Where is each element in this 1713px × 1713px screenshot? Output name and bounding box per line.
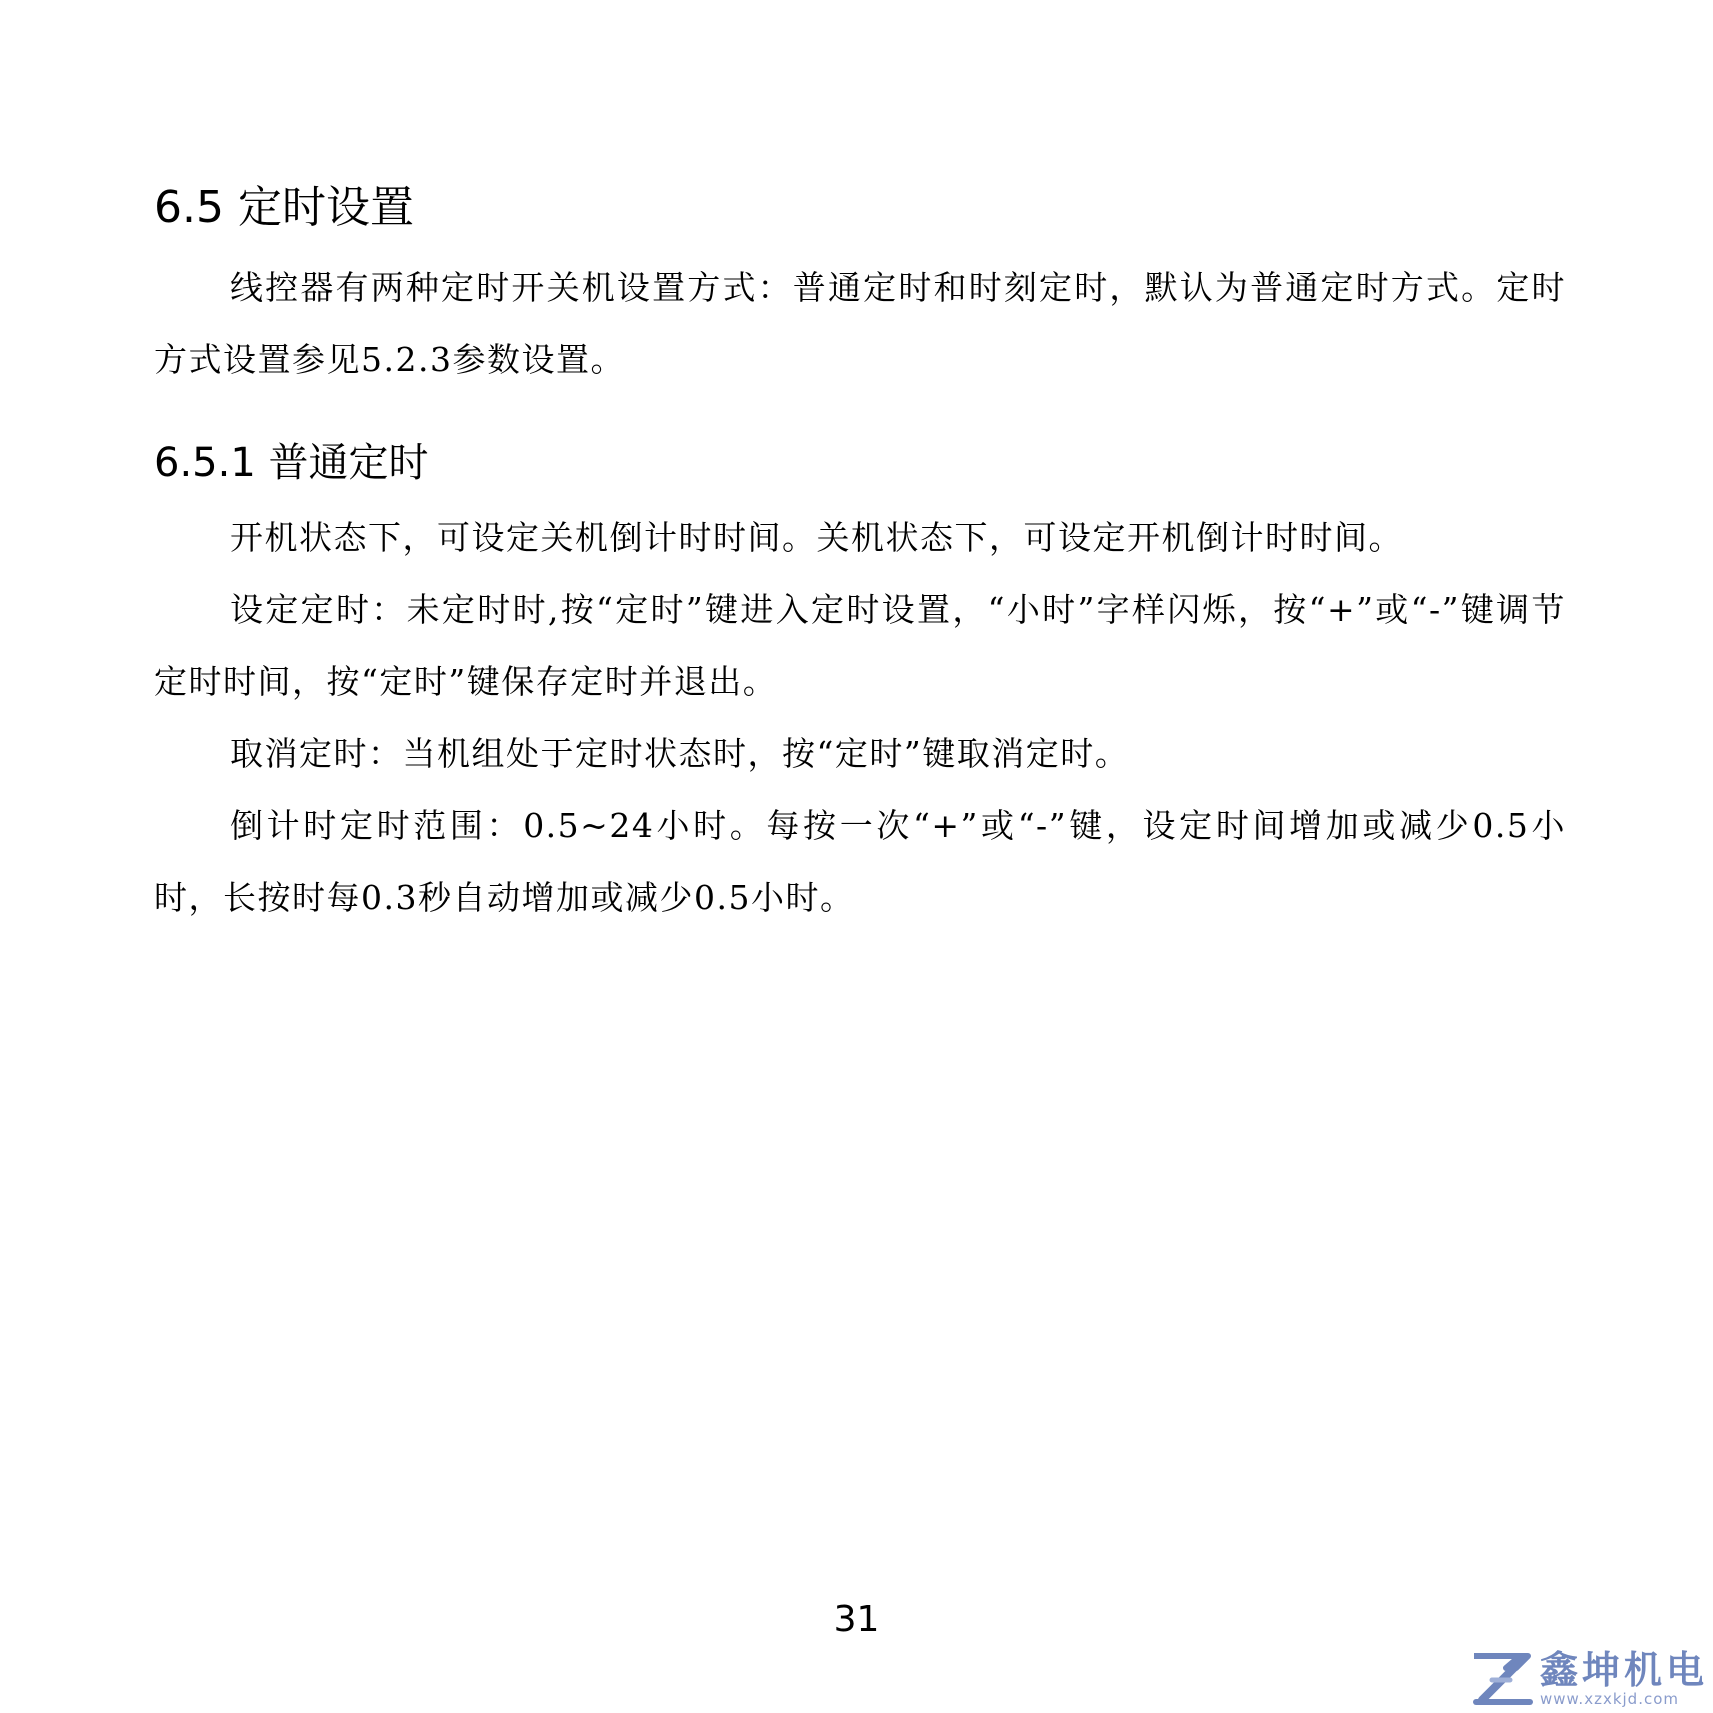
watermark-url: www.xzxkjd.com — [1540, 1690, 1680, 1708]
section-paragraph: 线控器有两种定时开关机设置方式：普通定时和时刻定时，默认为普通定时方式。定时方式设置参见5.2.3参数设置。 — [154, 268, 1566, 379]
watermark-brand-name: 鑫坤机电 — [1540, 1648, 1709, 1692]
subsection-paragraph-1: 开机状态下，可设定关机倒计时时间。关机状态下，可设定开机倒计时时间。 — [230, 518, 1403, 557]
subsection-paragraph-3: 取消定时：当机组处于定时状态时，按“定时”键取消定时。 — [230, 734, 1130, 773]
page-number: 31 — [833, 1599, 880, 1640]
watermark — [1470, 1648, 1710, 1710]
page-content — [154, 170, 1566, 934]
subsection-title: 6.5.1 普通定时 — [154, 440, 429, 486]
section-title: 6.5 定时设置 — [154, 182, 414, 233]
subsection-paragraph-4: 倒计时定时范围：0.5~24小时。每按一次“+”或“-”键，设定时间增加或减少0.5小时，长按时每0.3秒自动增加或减少0.5小时。 — [154, 806, 1566, 917]
subsection-paragraph-2: 设定定时：未定时时,按“定时”键进入定时设置，“小时”字样闪烁，按“+”或“-”键调节定时时间，按“定时”键保存定时并退出。 — [154, 590, 1566, 701]
brand-logo-icon — [1470, 1650, 1534, 1708]
